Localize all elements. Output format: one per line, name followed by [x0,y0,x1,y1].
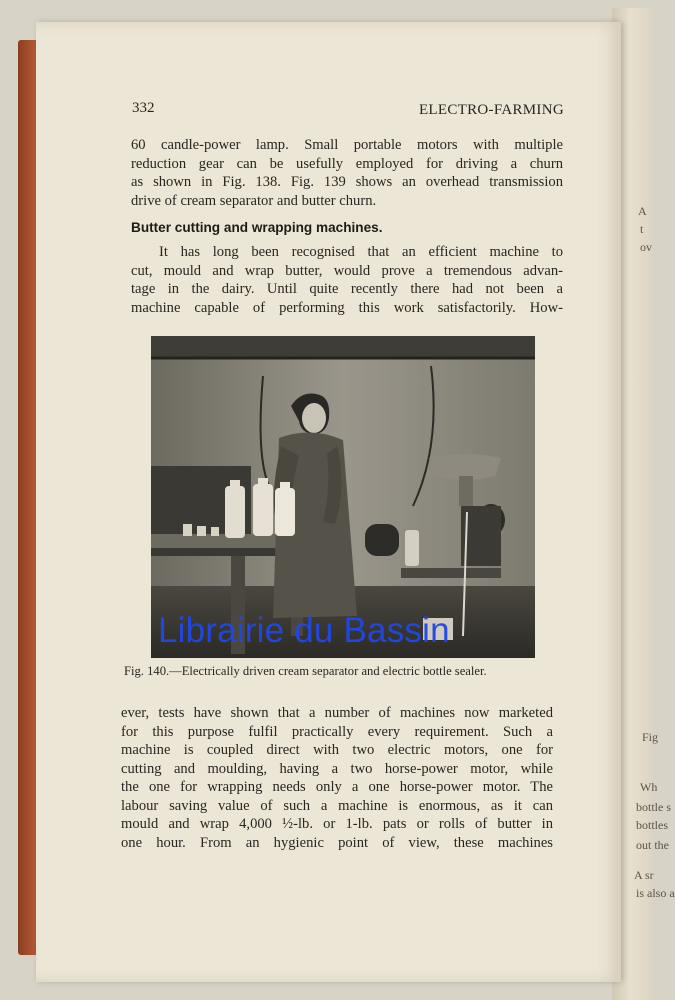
text-line: the one for wrapping needs only a one horse-power motor. The [121,779,553,795]
text-line: machine is coupled direct with two electric motors, one for [121,742,553,758]
watermark-text: Librairie du Bassin [158,611,450,650]
text-line: 60 candle-power lamp. Small portable motors with multiple [131,137,563,153]
text-line: machine capable of performing this work satisfactorily. How- [131,299,563,316]
facing-fragment: A sr [634,868,654,882]
text-line: mould and wrap 4,000 ½-lb. or 1-lb. pats or rolls of butter in [121,816,553,832]
facing-fragment: bottles [636,818,668,832]
text-line: drive of cream separator and butter churn. [131,192,377,209]
text-line: cutting and moulding, having a two horse-power motor, while [121,760,553,777]
facing-fragment: A [638,204,647,218]
text-line: as shown in Fig. 138. Fig. 139 shows an overhead transmission [131,174,563,190]
figure-photo [151,336,535,658]
text-line: ever, tests have shown that a number of machines now marketed [121,705,553,721]
text-line: labour saving value of such a machine is enormous, as it can [121,797,553,814]
figure-caption: Fig. 140.—Electrically driven cream separator and electric bottle sealer. [124,664,487,678]
running-head: ELECTRO-FARMING [418,102,564,118]
section-heading: Butter cutting and wrapping machines. [131,220,383,235]
text-line: one hour. From an hygienic point of view, these machines [121,834,553,851]
page-number: 332 [132,100,155,116]
facing-fragment: t [640,222,644,236]
dairy-photo-illustration [151,336,535,658]
text-line: reduction gear can be usefully employed for driving a churn [131,155,563,172]
facing-fragment: is also a [636,886,675,900]
paragraph-intro [131,136,563,210]
text-line: cut, mould and wrap butter, would prove a tremendous advan- [131,262,563,279]
facing-fragment: Fig [642,730,659,744]
text-line: It has long been recognised that an efficient machine to [159,244,563,260]
paragraph-butter-machines [131,243,563,317]
facing-fragment: ov [640,240,652,254]
facing-fragment: bottle s [636,800,671,814]
facing-fragment: Wh [640,780,658,794]
paragraph-continuation [121,704,553,852]
facing-fragment: out the [636,838,669,852]
text-line: for this purpose fulfil practically every requirement. Such a [121,723,553,740]
text-line: tage in the dairy. Until quite recently there had not been a [131,281,563,297]
